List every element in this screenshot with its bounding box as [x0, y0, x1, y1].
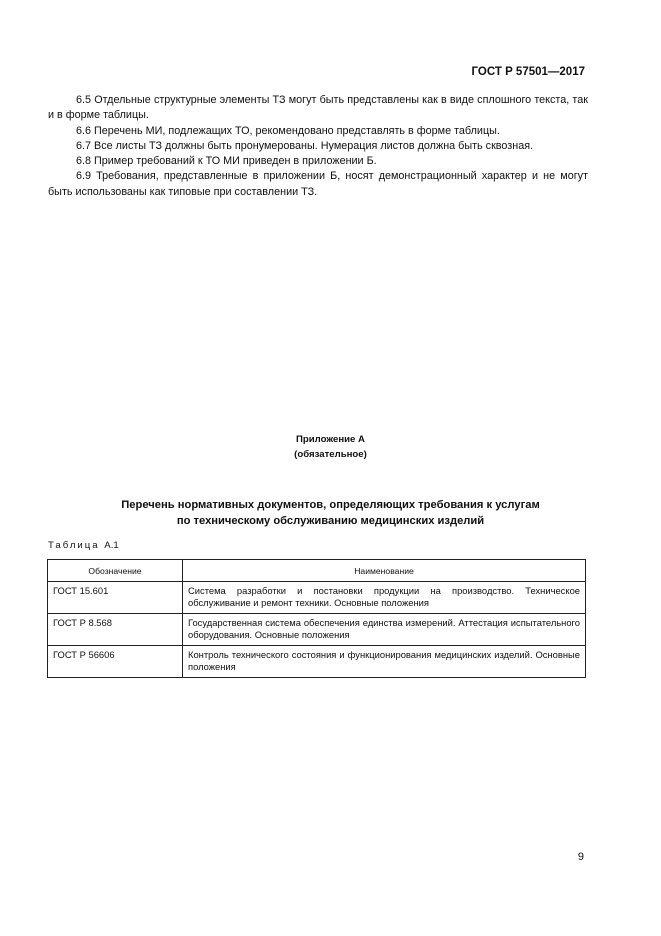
- paragraph-6-5: 6.5 Отдельные структурные элементы ТЗ могут быть представлены как в виде сплошного текста, так и в форме таблицы.: [48, 94, 588, 122]
- table-caption: [48, 540, 119, 551]
- document-code: ГОСТ 15.601: [48, 582, 183, 614]
- appendix-title-line-1: Перечень нормативных документов, определяющих требования к услугам: [121, 499, 540, 511]
- section-6-paragraphs: [48, 93, 588, 200]
- table-row: [48, 646, 586, 678]
- paragraph-6-8: 6.8 Пример требований к ТО МИ приведен в приложении Б.: [76, 155, 377, 168]
- table-row: [48, 614, 586, 646]
- column-header-name: Наименование: [183, 560, 586, 582]
- document-code: ГОСТ Р 8.568: [48, 614, 183, 646]
- document-code: ГОСТ Р 56606: [48, 646, 183, 678]
- paragraph-6-9: 6.9 Требования, представленные в приложении Б, носят демонстрационный характер и не могут быть использованы как типовые при составлении ТЗ.: [48, 170, 588, 198]
- page-number: 9: [577, 851, 584, 863]
- paragraph-6-7: 6.7 Все листы ТЗ должны быть пронумерованы. Нумерация листов должна быть сквозная.: [76, 139, 534, 152]
- appendix-status: (обязательное): [294, 449, 367, 460]
- document-name: Контроль технического состояния и функционирования медицинских изделий. Основные положения: [183, 646, 586, 678]
- normative-documents-table: [47, 559, 586, 678]
- table-header-row: [48, 560, 586, 582]
- paragraph-6-6: 6.6 Перечень МИ, подлежащих ТО, рекомендовано представлять в форме таблицы.: [76, 124, 500, 137]
- appendix-title-line-2: по техническому обслуживанию медицинских изделий: [176, 515, 485, 527]
- table-row: [48, 582, 586, 614]
- column-header-designation: Обозначение: [48, 560, 183, 582]
- document-name: Государственная система обеспечения единства измерений. Аттестация испытательного оборудования. Основные положения: [183, 614, 586, 646]
- table-caption-number: А.1: [104, 540, 119, 551]
- appendix-label: Приложение А: [296, 434, 365, 445]
- table-caption-word: Таблица: [48, 540, 100, 551]
- document-name: Система разработки и постановки продукции на производство. Техническое обслуживание и ремонт техники. Основные положения: [183, 582, 586, 614]
- standard-code-header: ГОСТ Р 57501—2017: [471, 66, 585, 78]
